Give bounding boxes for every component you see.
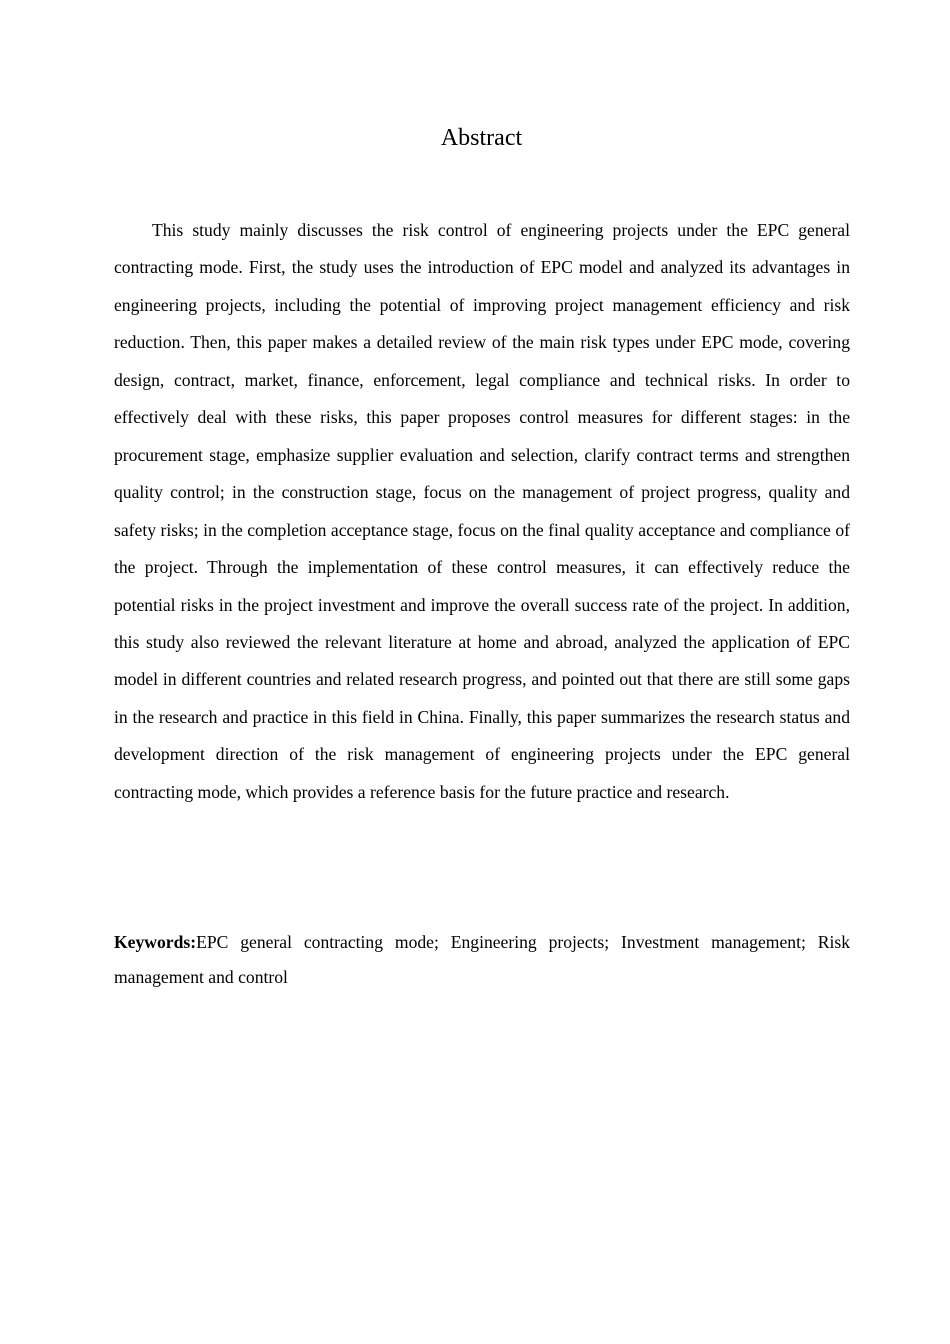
keywords-line	[114, 925, 850, 994]
page-title: Abstract	[440, 125, 523, 151]
keywords-text: EPC general contracting mode; Engineering projects; Investment management; Risk management and control	[114, 932, 850, 987]
abstract-paragraph: This study mainly discusses the risk control of engineering projects under the EPC general contracting mode. First, the study uses the introduction of EPC model and analyzed its advantages in engineering projects, including the potential of improving project management efficiency and risk reduction. Then, this paper makes a detailed review of the main risk types under EPC mode, covering design, contract, market, finance, enforcement, legal compliance and technical risks. In order to effectively deal with these risks, this paper proposes control measures for different stages: in the procurement stage, emphasize supplier evaluation and selection, clarify contract terms and strengthen quality control; in the construction stage, focus on the management of project progress, quality and safety risks; in the completion acceptance stage, focus on the final quality acceptance and compliance of the project. Through the implementation of these control measures, it can effectively reduce the potential risks in the project investment and improve the overall success rate of the project. In addition, this study also reviewed the relevant literature at home and abroad, analyzed the application of EPC model in different countries and related research progress, and pointed out that there are still some gaps in the research and practice in this field in China. Finally, this paper summarizes the research status and development direction of the risk management of engineering projects under the EPC general contracting mode, which provides a reference basis for the future practice and research.	[114, 220, 850, 802]
keywords-label: Keywords:	[114, 932, 197, 952]
